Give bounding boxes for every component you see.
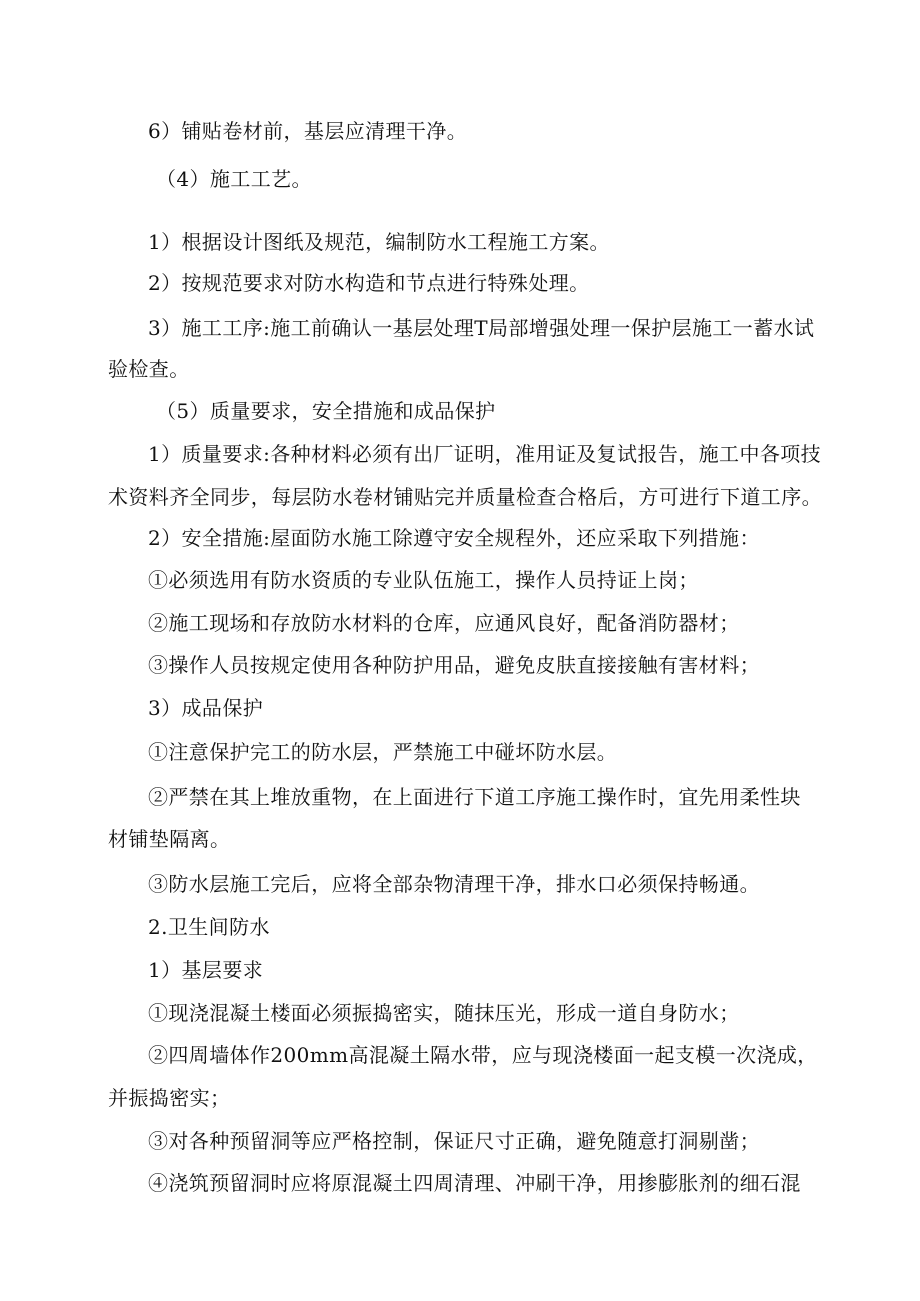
paragraph-line: 3）施工工序:施工前确认一基层处理T局部增强处理一保护层施工一蓄水试 — [148, 316, 815, 340]
paragraph-line: 术资料齐全同步，每层防水卷材铺贴完并质量检查合格后，方可进行下道工序。 — [108, 485, 822, 509]
paragraph-line: 2）按规范要求对防水构造和节点进行特殊处理。 — [148, 271, 590, 295]
paragraph-line: ①注意保护完工的防水层，严禁施工中碰坏防水层。 — [148, 740, 618, 764]
paragraph-line: 并振捣密实； — [108, 1086, 231, 1110]
paragraph-line: ①现浇混凝土楼面必须振捣密实，随抹压光，形成一道自身防水； — [148, 1001, 740, 1025]
section-heading: 2.卫生间防水 — [148, 915, 270, 939]
paragraph-line: 6）铺贴卷材前，基层应清理干净。 — [148, 119, 468, 143]
paragraph-line: ②严禁在其上堆放重物，在上面进行下道工序施工操作时，宜先用柔性块 — [148, 785, 801, 809]
paragraph-line: ③防水层施工完后，应将全部杂物清理干净，排水口必须保持畅通。 — [148, 872, 760, 896]
paragraph-line: 验检查。 — [108, 357, 190, 381]
paragraph-line: 1）根据设计图纸及规范，编制防水工程施工方案。 — [148, 230, 610, 254]
paragraph-line: ①必须选用有防水资质的专业队伍施工，操作人员持证上岗； — [148, 568, 699, 592]
paragraph-line: 3）成品保护 — [148, 696, 264, 720]
paragraph-line: ③操作人员按规定使用各种防护用品，避免皮肤直接接触有害材料； — [148, 653, 760, 677]
paragraph-line: ②施工现场和存放防水材料的仓库，应通风良好，配备消防器材； — [148, 611, 740, 635]
section-heading: （4）施工工艺。 — [156, 167, 312, 191]
paragraph-line: 1）基层要求 — [148, 958, 264, 982]
paragraph-line: ③对各种预留洞等应严格控制，保证尺寸正确，避免随意打洞剔凿； — [148, 1129, 760, 1153]
paragraph-line: 2）安全措施:屋面防水施工除遵守安全规程外，还应采取下列措施： — [148, 526, 760, 550]
section-heading: （5）质量要求，安全措施和成品保护 — [156, 399, 496, 423]
paragraph-line: 1）质量要求:各种材料必须有出厂证明，准用证及复试报告，施工中各项技 — [148, 442, 822, 466]
paragraph-line: 材铺垫隔离。 — [108, 827, 231, 851]
paragraph-line: ②四周墙体作200mm高混凝土隔水带，应与现浇楼面一起支模一次浇成， — [148, 1043, 818, 1067]
paragraph-line: ④浇筑预留洞时应将原混凝土四周清理、冲刷干净，用掺膨胀剂的细石混 — [148, 1171, 801, 1195]
